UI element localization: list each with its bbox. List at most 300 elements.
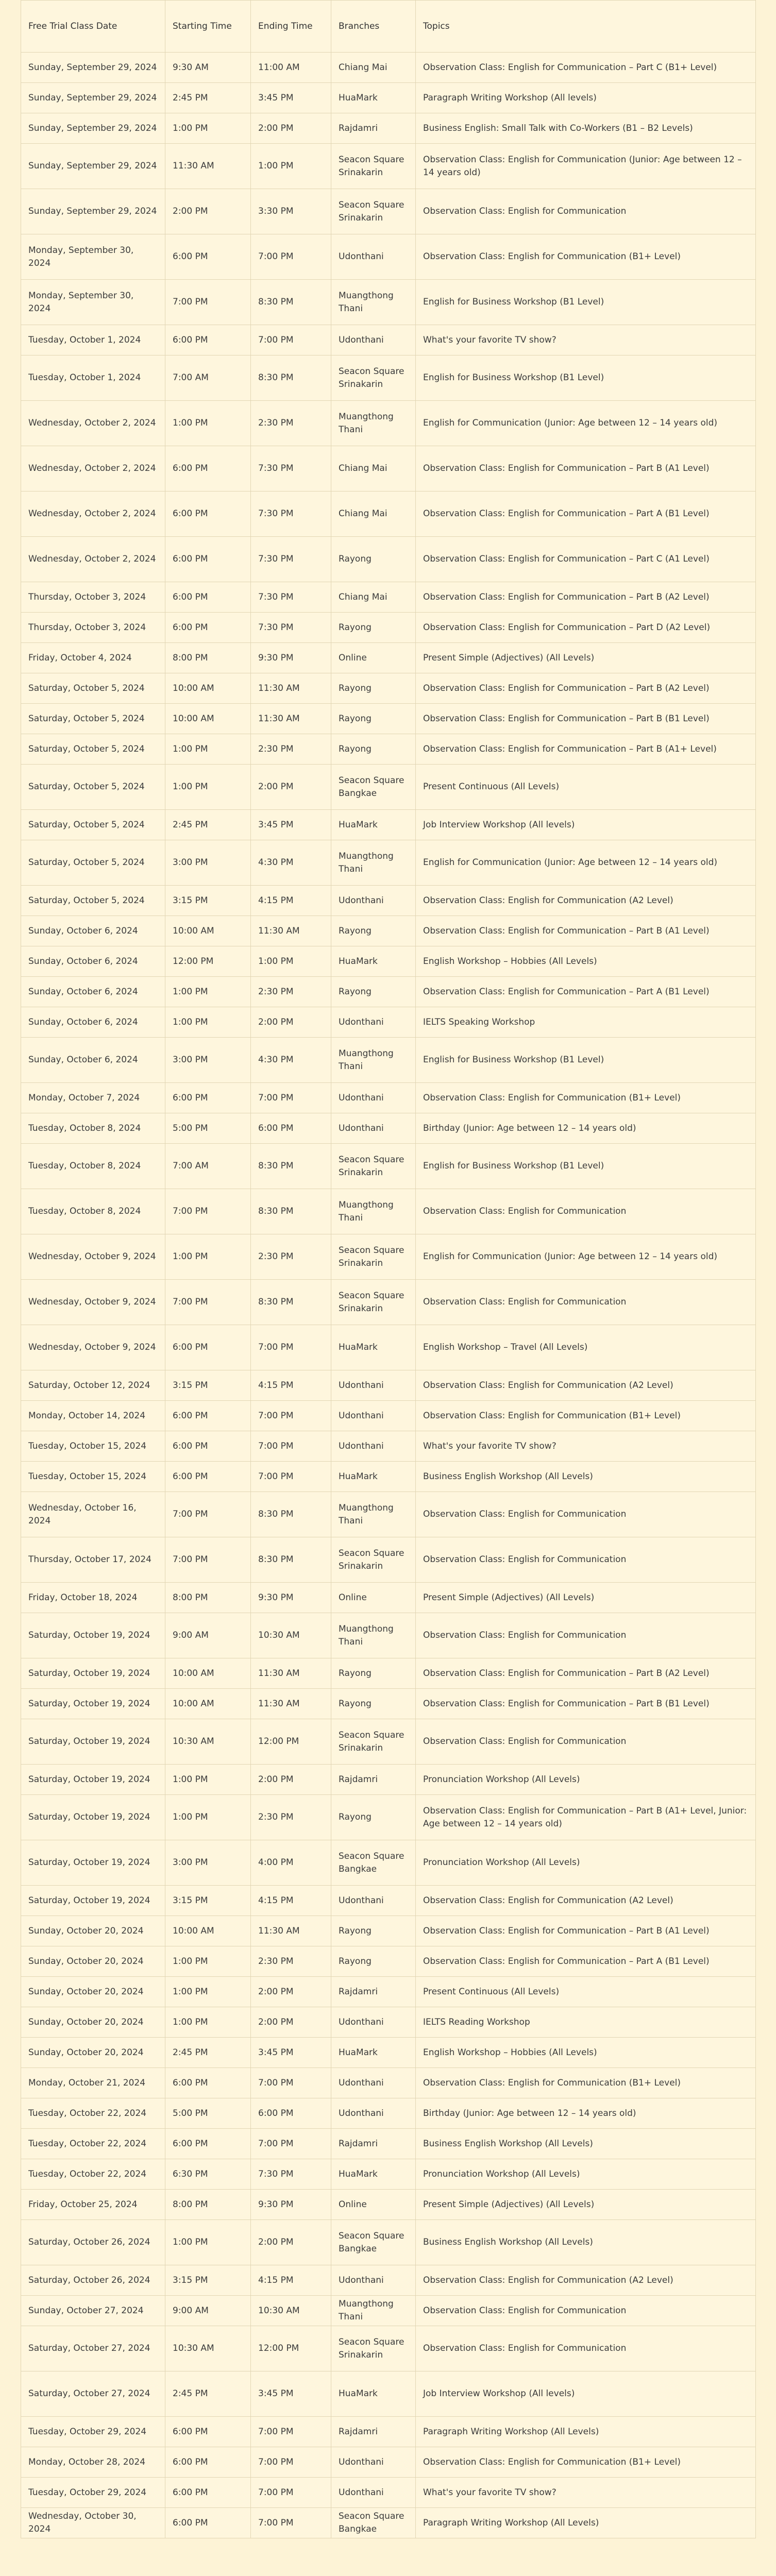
cell-branch: Muangthong Thani	[331, 2296, 416, 2326]
cell-end-time: 7:00 PM	[251, 2129, 331, 2159]
cell-end-time: 2:30 PM	[251, 977, 331, 1007]
table-row	[21, 234, 756, 280]
table-row	[21, 1658, 756, 1689]
cell-end-time: 7:00 PM	[251, 1431, 331, 1462]
cell-start-time: 6:00 PM	[165, 2447, 251, 2478]
free-trial-schedule-table	[21, 0, 756, 2538]
cell-start-time: 2:00 PM	[165, 189, 251, 234]
cell-topic: Observation Class: English for Communication – Part C (A1 Level)	[416, 537, 756, 582]
cell-end-time: 9:30 PM	[251, 1583, 331, 1613]
table-row	[21, 1916, 756, 1946]
cell-branch: Udonthani	[331, 886, 416, 916]
table-row	[21, 1583, 756, 1613]
table-row	[21, 1886, 756, 1916]
cell-date: Wednesday, October 2, 2024	[21, 537, 165, 582]
cell-branch: Rayong	[331, 537, 416, 582]
cell-start-time: 6:00 PM	[165, 582, 251, 613]
cell-start-time: 3:00 PM	[165, 840, 251, 886]
cell-branch: Chiang Mai	[331, 582, 416, 613]
table-row	[21, 401, 756, 446]
table-row	[21, 113, 756, 144]
column-header-branch: Branches	[331, 1, 416, 53]
cell-topic: Birthday (Junior: Age between 12 – 14 years old)	[416, 2098, 756, 2129]
cell-end-time: 9:30 PM	[251, 2190, 331, 2220]
cell-branch: Rayong	[331, 704, 416, 734]
cell-end-time: 2:00 PM	[251, 1765, 331, 1795]
cell-topic: Business English Workshop (All Levels)	[416, 2129, 756, 2159]
cell-date: Tuesday, October 15, 2024	[21, 1462, 165, 1492]
cell-topic: English Workshop – Hobbies (All Levels)	[416, 2038, 756, 2068]
cell-topic: Observation Class: English for Communication – Part B (B1 Level)	[416, 1689, 756, 1719]
table-body	[21, 53, 756, 2538]
cell-end-time: 2:00 PM	[251, 2007, 331, 2038]
table-row	[21, 189, 756, 234]
cell-end-time: 4:15 PM	[251, 1370, 331, 1401]
table-row	[21, 643, 756, 673]
cell-date: Wednesday, October 9, 2024	[21, 1280, 165, 1325]
cell-end-time: 7:00 PM	[251, 2447, 331, 2478]
cell-end-time: 3:45 PM	[251, 83, 331, 113]
cell-end-time: 2:00 PM	[251, 2220, 331, 2265]
cell-topic: English for Communication (Junior: Age between 12 – 14 years old)	[416, 401, 756, 446]
cell-date: Saturday, October 19, 2024	[21, 1719, 165, 1765]
cell-end-time: 11:30 AM	[251, 673, 331, 704]
cell-date: Saturday, October 5, 2024	[21, 840, 165, 886]
cell-end-time: 7:30 PM	[251, 582, 331, 613]
table-row	[21, 2508, 756, 2538]
cell-end-time: 2:30 PM	[251, 734, 331, 765]
cell-topic: Observation Class: English for Communication – Part B (A2 Level)	[416, 673, 756, 704]
cell-date: Monday, October 14, 2024	[21, 1401, 165, 1431]
cell-date: Tuesday, October 1, 2024	[21, 355, 165, 401]
cell-date: Tuesday, October 22, 2024	[21, 2098, 165, 2129]
cell-date: Saturday, October 19, 2024	[21, 1840, 165, 1886]
cell-branch: Udonthani	[331, 1431, 416, 1462]
cell-topic: Observation Class: English for Communication – Part A (B1 Level)	[416, 492, 756, 537]
cell-end-time: 6:00 PM	[251, 1113, 331, 1144]
cell-date: Tuesday, October 22, 2024	[21, 2129, 165, 2159]
cell-end-time: 4:15 PM	[251, 886, 331, 916]
cell-start-time: 1:00 PM	[165, 1977, 251, 2007]
cell-branch: Rayong	[331, 1795, 416, 1840]
cell-start-time: 6:00 PM	[165, 446, 251, 492]
cell-end-time: 3:45 PM	[251, 810, 331, 840]
cell-start-time: 7:00 PM	[165, 1280, 251, 1325]
cell-date: Sunday, September 29, 2024	[21, 113, 165, 144]
cell-end-time: 8:30 PM	[251, 280, 331, 325]
cell-date: Saturday, October 19, 2024	[21, 1795, 165, 1840]
cell-branch: Seacon Square Srinakarin	[331, 1719, 416, 1765]
cell-topic: Observation Class: English for Communication	[416, 1492, 756, 1537]
cell-topic: Observation Class: English for Communication	[416, 1719, 756, 1765]
table-row	[21, 492, 756, 537]
cell-end-time: 7:00 PM	[251, 325, 331, 355]
cell-date: Friday, October 18, 2024	[21, 1583, 165, 1613]
cell-topic: Job Interview Workshop (All levels)	[416, 810, 756, 840]
table-row	[21, 1537, 756, 1583]
cell-topic: Observation Class: English for Communication	[416, 2326, 756, 2371]
cell-date: Friday, October 4, 2024	[21, 643, 165, 673]
cell-branch: HuaMark	[331, 1325, 416, 1370]
cell-end-time: 8:30 PM	[251, 355, 331, 401]
cell-end-time: 1:00 PM	[251, 144, 331, 189]
table-row	[21, 280, 756, 325]
cell-topic: Observation Class: English for Communication	[416, 2296, 756, 2326]
cell-end-time: 2:30 PM	[251, 1234, 331, 1280]
cell-start-time: 1:00 PM	[165, 401, 251, 446]
cell-start-time: 9:30 AM	[165, 53, 251, 83]
cell-start-time: 10:00 AM	[165, 1689, 251, 1719]
cell-date: Friday, October 25, 2024	[21, 2190, 165, 2220]
cell-end-time: 3:30 PM	[251, 189, 331, 234]
table-row	[21, 916, 756, 946]
cell-date: Sunday, September 29, 2024	[21, 189, 165, 234]
cell-start-time: 10:30 AM	[165, 1719, 251, 1765]
cell-start-time: 7:00 PM	[165, 280, 251, 325]
cell-topic: Business English Workshop (All Levels)	[416, 2220, 756, 2265]
cell-date: Sunday, October 20, 2024	[21, 2007, 165, 2038]
cell-branch: Udonthani	[331, 325, 416, 355]
cell-topic: Business English Workshop (All Levels)	[416, 1462, 756, 1492]
cell-branch: Rajdamri	[331, 1765, 416, 1795]
table-row	[21, 704, 756, 734]
cell-end-time: 3:45 PM	[251, 2038, 331, 2068]
cell-start-time: 7:00 AM	[165, 1144, 251, 1189]
column-header-date: Free Trial Class Date	[21, 1, 165, 53]
cell-start-time: 2:45 PM	[165, 2038, 251, 2068]
cell-end-time: 9:30 PM	[251, 643, 331, 673]
cell-start-time: 6:30 PM	[165, 2159, 251, 2190]
table-row	[21, 1234, 756, 1280]
cell-date: Saturday, October 19, 2024	[21, 1765, 165, 1795]
table-row	[21, 2038, 756, 2068]
cell-end-time: 11:30 AM	[251, 916, 331, 946]
cell-branch: Seacon Square Srinakarin	[331, 189, 416, 234]
table-row	[21, 840, 756, 886]
header-row	[21, 1, 756, 53]
cell-start-time: 3:00 PM	[165, 1038, 251, 1083]
cell-branch: Seacon Square Srinakarin	[331, 1280, 416, 1325]
cell-start-time: 2:45 PM	[165, 2371, 251, 2417]
cell-end-time: 7:30 PM	[251, 613, 331, 643]
cell-end-time: 7:00 PM	[251, 2417, 331, 2447]
table-row	[21, 1038, 756, 1083]
cell-start-time: 1:00 PM	[165, 765, 251, 810]
cell-branch: Udonthani	[331, 1370, 416, 1401]
cell-branch: Muangthong Thani	[331, 1492, 416, 1537]
cell-branch: Muangthong Thani	[331, 1189, 416, 1234]
cell-topic: Observation Class: English for Communication (A2 Level)	[416, 1370, 756, 1401]
cell-branch: Rayong	[331, 1658, 416, 1689]
cell-start-time: 1:00 PM	[165, 734, 251, 765]
cell-start-time: 6:00 PM	[165, 1083, 251, 1113]
cell-end-time: 4:30 PM	[251, 840, 331, 886]
cell-end-time: 8:30 PM	[251, 1537, 331, 1583]
cell-branch: Seacon Square Bangkae	[331, 2508, 416, 2538]
cell-topic: What's your favorite TV show?	[416, 325, 756, 355]
cell-end-time: 11:30 AM	[251, 1916, 331, 1946]
cell-end-time: 11:00 AM	[251, 53, 331, 83]
table-row	[21, 53, 756, 83]
cell-branch: Rayong	[331, 1916, 416, 1946]
cell-branch: Seacon Square Srinakarin	[331, 1537, 416, 1583]
cell-branch: Seacon Square Bangkae	[331, 765, 416, 810]
cell-branch: Udonthani	[331, 2098, 416, 2129]
cell-start-time: 6:00 PM	[165, 1401, 251, 1431]
cell-branch: Rayong	[331, 916, 416, 946]
cell-branch: HuaMark	[331, 2038, 416, 2068]
table-row	[21, 2326, 756, 2371]
cell-topic: English Workshop – Hobbies (All Levels)	[416, 946, 756, 977]
table-row	[21, 446, 756, 492]
cell-branch: Muangthong Thani	[331, 401, 416, 446]
cell-date: Tuesday, October 29, 2024	[21, 2478, 165, 2508]
cell-end-time: 11:30 AM	[251, 704, 331, 734]
cell-date: Sunday, October 6, 2024	[21, 1038, 165, 1083]
cell-end-time: 4:00 PM	[251, 1840, 331, 1886]
cell-branch: Online	[331, 1583, 416, 1613]
cell-topic: English for Business Workshop (B1 Level)	[416, 280, 756, 325]
cell-start-time: 5:00 PM	[165, 2098, 251, 2129]
table-row	[21, 2296, 756, 2326]
cell-date: Sunday, October 27, 2024	[21, 2296, 165, 2326]
cell-end-time: 7:30 PM	[251, 446, 331, 492]
cell-date: Saturday, October 27, 2024	[21, 2326, 165, 2371]
table-row	[21, 613, 756, 643]
cell-end-time: 11:30 AM	[251, 1658, 331, 1689]
cell-branch: HuaMark	[331, 83, 416, 113]
cell-date: Tuesday, October 29, 2024	[21, 2417, 165, 2447]
cell-branch: Rayong	[331, 734, 416, 765]
table-row	[21, 946, 756, 977]
cell-date: Saturday, October 5, 2024	[21, 704, 165, 734]
cell-topic: What's your favorite TV show?	[416, 2478, 756, 2508]
cell-branch: Rayong	[331, 673, 416, 704]
cell-start-time: 6:00 PM	[165, 1462, 251, 1492]
cell-topic: Observation Class: English for Communication – Part B (A1+ Level)	[416, 734, 756, 765]
cell-start-time: 9:00 AM	[165, 2296, 251, 2326]
cell-branch: Seacon Square Srinakarin	[331, 1234, 416, 1280]
cell-date: Tuesday, October 15, 2024	[21, 1431, 165, 1462]
cell-topic: English Workshop – Travel (All Levels)	[416, 1325, 756, 1370]
cell-branch: Rajdamri	[331, 2129, 416, 2159]
cell-date: Saturday, October 19, 2024	[21, 1689, 165, 1719]
cell-date: Sunday, September 29, 2024	[21, 83, 165, 113]
cell-topic: Observation Class: English for Communication – Part B (A1 Level)	[416, 446, 756, 492]
cell-start-time: 2:45 PM	[165, 810, 251, 840]
cell-topic: Paragraph Writing Workshop (All Levels)	[416, 2417, 756, 2447]
cell-date: Monday, October 21, 2024	[21, 2068, 165, 2098]
column-header-start-time: Starting Time	[165, 1, 251, 53]
cell-start-time: 1:00 PM	[165, 2007, 251, 2038]
table-row	[21, 2447, 756, 2478]
cell-start-time: 6:00 PM	[165, 325, 251, 355]
table-row	[21, 1719, 756, 1765]
cell-end-time: 7:00 PM	[251, 2068, 331, 2098]
cell-branch: Online	[331, 2190, 416, 2220]
cell-date: Sunday, October 6, 2024	[21, 977, 165, 1007]
cell-topic: Business English: Small Talk with Co-Workers (B1 – B2 Levels)	[416, 113, 756, 144]
cell-start-time: 7:00 PM	[165, 1492, 251, 1537]
table-row	[21, 2190, 756, 2220]
cell-branch: Udonthani	[331, 1113, 416, 1144]
cell-date: Thursday, October 3, 2024	[21, 582, 165, 613]
cell-topic: Observation Class: English for Communication (B1+ Level)	[416, 1401, 756, 1431]
table-row	[21, 325, 756, 355]
cell-date: Sunday, October 6, 2024	[21, 946, 165, 977]
table-row	[21, 1492, 756, 1537]
cell-branch: Muangthong Thani	[331, 840, 416, 886]
cell-branch: Rayong	[331, 1689, 416, 1719]
cell-date: Saturday, October 26, 2024	[21, 2220, 165, 2265]
table-row	[21, 2220, 756, 2265]
cell-end-time: 7:00 PM	[251, 1325, 331, 1370]
cell-topic: Observation Class: English for Communication – Part B (A2 Level)	[416, 1658, 756, 1689]
cell-topic: Pronunciation Workshop (All Levels)	[416, 2159, 756, 2190]
cell-date: Monday, September 30, 2024	[21, 280, 165, 325]
cell-branch: Udonthani	[331, 2447, 416, 2478]
cell-start-time: 3:15 PM	[165, 1886, 251, 1916]
table-row	[21, 1113, 756, 1144]
cell-topic: Observation Class: English for Communication – Part B (A1 Level)	[416, 916, 756, 946]
cell-topic: English for Business Workshop (B1 Level)	[416, 1038, 756, 1083]
cell-branch: Udonthani	[331, 2007, 416, 2038]
table-row	[21, 2417, 756, 2447]
cell-topic: Pronunciation Workshop (All Levels)	[416, 1765, 756, 1795]
cell-branch: Rajdamri	[331, 113, 416, 144]
table-row	[21, 1083, 756, 1113]
cell-branch: Seacon Square Srinakarin	[331, 2326, 416, 2371]
cell-topic: English for Business Workshop (B1 Level)	[416, 355, 756, 401]
cell-start-time: 10:00 AM	[165, 673, 251, 704]
cell-end-time: 4:15 PM	[251, 1886, 331, 1916]
cell-branch: Rayong	[331, 1946, 416, 1977]
table-row	[21, 1007, 756, 1038]
cell-topic: English for Business Workshop (B1 Level)	[416, 1144, 756, 1189]
cell-end-time: 7:30 PM	[251, 2159, 331, 2190]
cell-start-time: 2:45 PM	[165, 83, 251, 113]
cell-topic: Observation Class: English for Communication – Part D (A2 Level)	[416, 613, 756, 643]
cell-end-time: 2:30 PM	[251, 1795, 331, 1840]
cell-date: Wednesday, October 9, 2024	[21, 1234, 165, 1280]
cell-topic: Observation Class: English for Communication (A2 Level)	[416, 1886, 756, 1916]
cell-topic: Observation Class: English for Communication	[416, 1613, 756, 1658]
cell-end-time: 7:00 PM	[251, 234, 331, 280]
cell-end-time: 7:00 PM	[251, 2478, 331, 2508]
cell-end-time: 2:00 PM	[251, 113, 331, 144]
table-row	[21, 144, 756, 189]
cell-topic: IELTS Reading Workshop	[416, 2007, 756, 2038]
table-row	[21, 1795, 756, 1840]
cell-date: Tuesday, October 1, 2024	[21, 325, 165, 355]
cell-date: Saturday, October 5, 2024	[21, 673, 165, 704]
cell-branch: HuaMark	[331, 1462, 416, 1492]
cell-date: Saturday, October 19, 2024	[21, 1658, 165, 1689]
table-row	[21, 1840, 756, 1886]
cell-end-time: 2:00 PM	[251, 1007, 331, 1038]
cell-branch: Rayong	[331, 977, 416, 1007]
cell-branch: Muangthong Thani	[331, 1613, 416, 1658]
cell-branch: Seacon Square Srinakarin	[331, 144, 416, 189]
cell-end-time: 7:00 PM	[251, 1401, 331, 1431]
cell-end-time: 7:00 PM	[251, 1462, 331, 1492]
cell-date: Tuesday, October 8, 2024	[21, 1189, 165, 1234]
cell-date: Monday, October 28, 2024	[21, 2447, 165, 2478]
cell-branch: Seacon Square Bangkae	[331, 1840, 416, 1886]
cell-topic: Paragraph Writing Workshop (All levels)	[416, 83, 756, 113]
cell-branch: HuaMark	[331, 946, 416, 977]
cell-end-time: 12:00 PM	[251, 2326, 331, 2371]
cell-date: Saturday, October 5, 2024	[21, 810, 165, 840]
cell-topic: Present Simple (Adjectives) (All Levels)	[416, 643, 756, 673]
cell-topic: Observation Class: English for Communication – Part A (B1 Level)	[416, 977, 756, 1007]
cell-branch: Online	[331, 643, 416, 673]
cell-topic: Present Simple (Adjectives) (All Levels)	[416, 1583, 756, 1613]
cell-topic: Observation Class: English for Communication – Part B (A1 Level)	[416, 1916, 756, 1946]
cell-end-time: 3:45 PM	[251, 2371, 331, 2417]
cell-branch: HuaMark	[331, 2371, 416, 2417]
cell-branch: Seacon Square Srinakarin	[331, 355, 416, 401]
cell-start-time: 3:15 PM	[165, 1370, 251, 1401]
cell-topic: Present Simple (Adjectives) (All Levels)	[416, 2190, 756, 2220]
cell-topic: Observation Class: English for Communication – Part B (A1+ Level, Junior: Age between 12 – 14 years old)	[416, 1795, 756, 1840]
cell-branch: Seacon Square Bangkae	[331, 2220, 416, 2265]
cell-branch: Chiang Mai	[331, 53, 416, 83]
cell-branch: Udonthani	[331, 2068, 416, 2098]
cell-date: Tuesday, October 8, 2024	[21, 1144, 165, 1189]
table-row	[21, 977, 756, 1007]
cell-topic: What's your favorite TV show?	[416, 1431, 756, 1462]
cell-end-time: 6:00 PM	[251, 2098, 331, 2129]
cell-date: Monday, September 30, 2024	[21, 234, 165, 280]
cell-topic: Job Interview Workshop (All levels)	[416, 2371, 756, 2417]
cell-date: Wednesday, October 30, 2024	[21, 2508, 165, 2538]
cell-date: Saturday, October 27, 2024	[21, 2371, 165, 2417]
table-row	[21, 810, 756, 840]
cell-date: Tuesday, October 22, 2024	[21, 2159, 165, 2190]
cell-branch: Seacon Square Srinakarin	[331, 1144, 416, 1189]
cell-branch: Udonthani	[331, 234, 416, 280]
cell-topic: Observation Class: English for Communication	[416, 1280, 756, 1325]
cell-date: Saturday, October 12, 2024	[21, 1370, 165, 1401]
cell-date: Monday, October 7, 2024	[21, 1083, 165, 1113]
cell-topic: Observation Class: English for Communication (B1+ Level)	[416, 2447, 756, 2478]
table-row	[21, 2159, 756, 2190]
table-row	[21, 734, 756, 765]
cell-start-time: 7:00 PM	[165, 1537, 251, 1583]
cell-date: Wednesday, October 9, 2024	[21, 1325, 165, 1370]
cell-end-time: 1:00 PM	[251, 946, 331, 977]
cell-date: Sunday, October 20, 2024	[21, 1946, 165, 1977]
cell-end-time: 12:00 PM	[251, 1719, 331, 1765]
cell-start-time: 1:00 PM	[165, 113, 251, 144]
cell-branch: Chiang Mai	[331, 446, 416, 492]
cell-date: Sunday, October 6, 2024	[21, 916, 165, 946]
cell-date: Wednesday, October 16, 2024	[21, 1492, 165, 1537]
table-row	[21, 1431, 756, 1462]
cell-end-time: 7:00 PM	[251, 2508, 331, 2538]
cell-topic: Observation Class: English for Communication (B1+ Level)	[416, 234, 756, 280]
cell-topic: Observation Class: English for Communication (A2 Level)	[416, 2265, 756, 2296]
cell-date: Saturday, October 19, 2024	[21, 1613, 165, 1658]
table-row	[21, 1977, 756, 2007]
cell-topic: Observation Class: English for Communication (B1+ Level)	[416, 1083, 756, 1113]
cell-start-time: 7:00 AM	[165, 355, 251, 401]
table-row	[21, 1401, 756, 1431]
cell-branch: Rajdamri	[331, 1977, 416, 2007]
cell-start-time: 10:00 AM	[165, 704, 251, 734]
table-row	[21, 1462, 756, 1492]
